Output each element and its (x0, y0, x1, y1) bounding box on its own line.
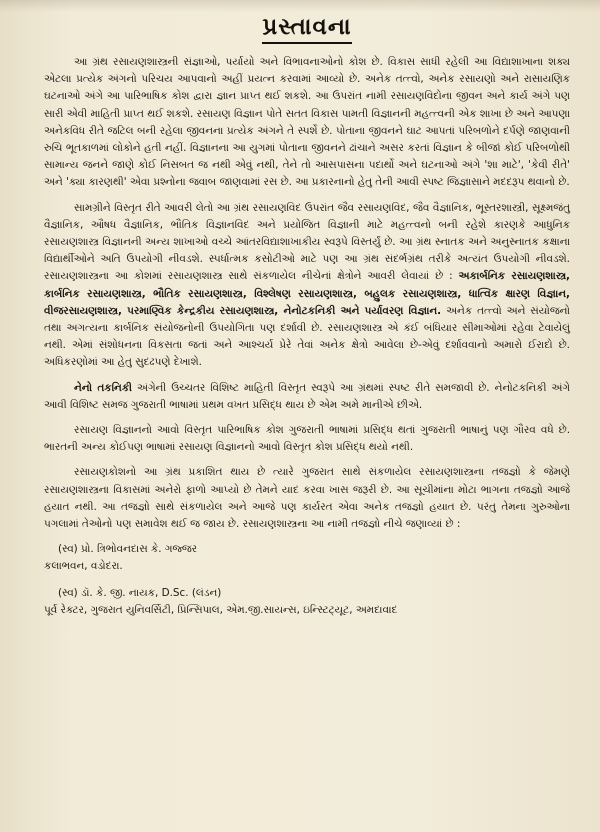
person-entry (44, 541, 570, 575)
paragraph-2-bold-fields: અકાર્બનિક રસાયણશાસ્ત્ર, કાર્બનિક રસાયણશાસ્ત્ર, ભૌતિક રસાયણશાસ્ત્ર, વિશ્લેષણ રસાયણશાસ્ત્ર, બહુલક રસાયણશાસ્ત્ર, ધાત્વિક ક્ષારણ વિજ્ઞાન, વીજરસાયણશાસ્ત્ર, પરમાણ્વિક કેન્દ્રકીય રસાયણશાસ્ત્ર, નેનોટકનિકી અને પર્યાવરણ વિજ્ઞાન. (44, 270, 571, 317)
paragraph-2 (44, 200, 570, 372)
paragraph-1 (44, 54, 570, 192)
paragraph-2-text-after: અનેક તત્ત્વો અને સંયોજનો તથા અગત્યના કાર્બનિક સંયોજનોની ઉપયોગિતા પણ દર્શાવી છે. રસાયણશાસ્ત્ર એ કંઈ બંધિયાર સીમાઓમાં રહેવા ટેવાયેલું નથી. એમાં સંશોધનના વિકસતા જતાં અને આશ્ચર્ય પ્રેરે તેવાં અનેક ક્ષેત્રો આવેલા છે-એવું દર્શાવવાનો અમારો ઈરાદો છે. અધિકરણોમાં આ હેતુ સુદઢપણે દેખાશે. (44, 304, 571, 369)
paragraph-3 (44, 380, 570, 414)
person-affiliation: પૂર્વ રેક્ટર, ગુજરાત યુનિવર્સિટી, પ્રિન્સિપાલ, એમ.જી.સાયન્સ, ઇન્સ્ટિટ્યૂટ, અમદાવાદ (44, 603, 398, 616)
paragraph-2-text-before: સામગ્રીને વિસ્તૃત રીતે આવરી લેતો આ ગ્રંથ રસાયણવિદ ઉપરાંત જૈવ રસાયણવિદ, જૈવ વૈજ્ઞાનિક, ભૂસ્તરશાસ્ત્રી, સૂક્ષ્મજંતુ વૈજ્ઞાનિક, ઔષધ વૈજ્ઞાનિક, ભૌતિક વિજ્ઞાનવિદ અને પ્રયોજિત વિજ્ઞાની માટે મહત્ત્વનો બની રહેશે કારણકે આધુનિક રસાયણશાસ્ત્ર વિજ્ઞાનની અન્ય શાખાઓ વચ્ચે આંતરવિદ્યાશાખાકીય સ્વરૂપે વિસ્તર્યું છે. આ ગ્રંથ સ્નાતક અને અનુસ્નાતક કક્ષાના વિદ્યાર્થીઓને અતિ ઉપયોગી નીવડશે. સ્પર્ધાત્મક કસોટીઓ માટે પણ આ ગ્રંથ સંદર્ભગ્રંથ તરીકે અત્યંત ઉપયોગી નીવડશે. રસાયણશાસ્ત્રના આ કોશમાં રસાયણશાસ્ત્ર સાથે સંકળાયેલ નીચેનાં ક્ષેત્રોને આવરી લેવાયાં છે : (44, 201, 570, 283)
paragraph-5-text: રસાયણકોશનો આ ગ્રંથ પ્રકાશિત થાય છે ત્યારે ગુજરાત સાથે સંકળાયેલ રસાયણશાસ્ત્રના તજજ્ઞો કે જેમણે રસાયણશાસ્ત્રના વિકાસમાં અનેરો ફાળો આપ્યો છે તેમને યાદ કરવા ખાસ જરૂરી છે. આ સૂચીમાંના મોટા ભાગના તજજ્ઞો આજે હયાત નથી. આ તજજ્ઞો સાથે સંકળાયેલ અને આજે પણ કાર્યરત એવા અનેક તજજ્ઞો હયાત છે. પરંતુ તેમના ગુરુઓના પગલામાં તેઓનો પણ સમાવેશ થઈ જ જાય છે. રસાયણશાસ્ત્રના આ નામી તજજ્ઞો નીચે જણાવ્યાં છે : (44, 466, 570, 531)
page-title: પ્રસ્તાવના (262, 14, 351, 44)
paragraph-3-text-after: અંગેની ઉચ્ચતર વિશિષ્ટ માહિતી વિસ્તૃત સ્વરૂપે આ ગ્રંથમાં સ્પષ્ટ રીતે સમજાવી છે. નેનોટકનિકી અંગે આવી વિશિષ્ટ સમજ ગુજરાતી ભાષામાં પ્રથમ વખત પ્રસિદ્ધ થાય છે એમ અમે માનીએ છીએ. (44, 381, 570, 411)
person-name: (સ્વ) પ્રો. ત્રિભોવનદાસ કે. ગજ્જર (58, 543, 198, 556)
person-name: (સ્વ) ડૉ. કે. જી. નાયક, D.Sc. (લંડન) (58, 586, 222, 599)
person-affiliation: કલાભવન, વડોદરા. (44, 560, 123, 573)
paragraph-5 (44, 464, 570, 533)
paragraph-4 (44, 422, 570, 456)
title-wrap (44, 14, 570, 44)
paragraph-4-text: રસાયણ વિજ્ઞાનનો આવો વિસ્તૃત પારિભાષિક કોશ ગુજરાતી ભાષામાં પ્રસિદ્ધ થતાં ગુજરાતી ભાષાનું પણ ગૌરવ વધે છે. ભારતની અન્ય કોઈપણ ભાષામાં રસાયણ વિજ્ઞાનનો આવો વિસ્તૃત કોશ પ્રસિદ્ધ થયો નથી. (44, 424, 570, 454)
bleed-through-top (0, 0, 600, 12)
paragraph-1-text: આ ગ્રંથ રસાયણશાસ્ત્રની સંજ્ઞાઓ, પર્યાયો અને વિભાવનાઓનો કોશ છે. વિકાસ સાધી રહેલી આ વિદ્યાશાખાના શક્ય એટલા પ્રત્યેક અંગનો પરિચય આપવાનો અહીં પ્રયત્ન કરવામાં આવ્યો છે. અનેક તત્ત્વો, અનેક રસાયણો અને રાસાયણિક ઘટનાઓ અંગે આ પારિભાષિક કોશ દ્વારા જ્ઞાન પ્રાપ્ત થઈ શકશે. આ ઉપરાંત નામી રસાયણવિદોના જીવન અને કાર્ય અંગે પણ સારી એવી માહિતી પ્રાપ્ત થઈ શકશે. રસાયણ વિજ્ઞાન પોતે સતત વિકાસ પામતી વિજ્ઞાનની મહત્ત્વની એક શાખા છે અને આપણા અનેકવિધ રીતે જટિલ બની રહેલા જીવનના પ્રત્યેક અંગને તે સ્પર્શે છે. પોતાના જીવનને ઘાટ આપતાં પરિબળોને દર્પણે જાણવાની રુચિ ભૂતકાળમાં લોકોને હતી નહીં. વિજ્ઞાનના આ યુગમાં પોતાના જીવનને ઢાંચાને અસર કરતાં વિજ્ઞાન કે બીજાં કોઈ પરિબળોથી સામાન્ય જનને જાણે કોઈ નિસબત જ નથી એવું નથી, તેને તો આસપાસના પદાર્થો અને ઘટનાઓ અંગે 'શા માટે', 'કેવી રીતે' અને 'ક્યા કારણથી' એવા પ્રશ્નોના જવાબ જાણવામાં રસ છે. આ પ્રકારનાનો હેતુ તેની આવી સ્પષ્ટ જિજ્ઞાસાને મદદરૂપ થવાનો છે. (44, 56, 570, 189)
paragraph-3-bold-term: નેનો તકનિકી (74, 381, 132, 394)
person-entry (44, 585, 570, 619)
people-list (44, 541, 570, 619)
